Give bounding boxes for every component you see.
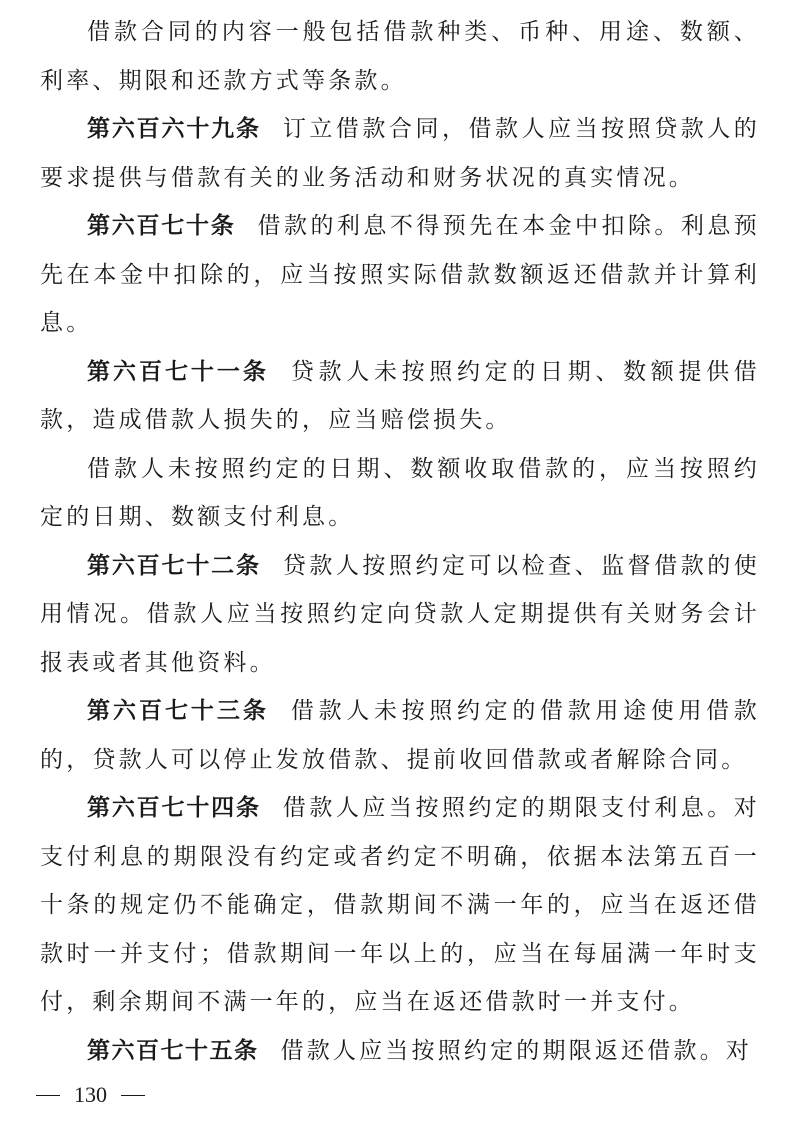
footer-dash-left <box>36 1095 60 1096</box>
article-heading: 第六百七十三条 <box>87 698 269 724</box>
article-672 <box>40 542 760 688</box>
paragraph-loan-contract-content <box>40 8 760 105</box>
footer-dash-right <box>121 1095 145 1096</box>
article-673 <box>40 687 760 784</box>
article-text: 订立借款合同，借款人应当按照贷款人的要求提供与借款有关的业务活动和财务状况的真实情况。 <box>40 116 761 191</box>
article-text: 借款人未按照约定的借款用途使用借款的，贷款人可以停止发放借款、提前收回借款或者解除合同。 <box>40 698 761 773</box>
article-text: 借款人应当按照约定的期限支付利息。对支付利息的期限没有约定或者约定不明确，依据本法第五百一十条的规定仍不能确定，借款期间不满一年的，应当在返还借款时一并支付；借款期间一年以上的，应当在每届满一年时支付，剩余期间不满一年的，应当在返还借款时一并支付。 <box>40 795 761 1015</box>
article-heading: 第六百六十九条 <box>87 116 261 142</box>
article-heading: 第六百七十五条 <box>87 1037 259 1064</box>
article-heading: 第六百七十条 <box>87 213 236 239</box>
paragraph-text: 借款人未按照约定的日期、数额收取借款的，应当按照约定的日期、数额支付利息。 <box>40 455 760 530</box>
article-671 <box>40 348 760 445</box>
article-671-paragraph-2 <box>40 445 760 542</box>
article-670 <box>40 202 760 348</box>
article-heading: 第六百七十四条 <box>87 795 261 821</box>
article-heading: 第六百七十一条 <box>87 358 269 385</box>
document-page <box>40 8 760 1075</box>
article-heading: 第六百七十二条 <box>87 552 261 579</box>
article-674 <box>40 784 760 1027</box>
paragraph-text: 借款合同的内容一般包括借款种类、币种、用途、数额、利率、期限和还款方式等条款。 <box>40 19 760 94</box>
article-text: 借款人应当按照约定的期限返还借款。对 <box>280 1037 753 1064</box>
article-text: 贷款人按照约定可以检查、监督借款的使用情况。借款人应当按照约定向贷款人定期提供有关财务会计报表或者其他资料。 <box>40 552 761 676</box>
article-675 <box>40 1027 760 1076</box>
article-text: 借款的利息不得预先在本金中扣除。利息预先在本金中扣除的，应当按照实际借款数额返还借款并计算利息。 <box>40 213 760 336</box>
page-footer <box>36 1082 159 1108</box>
page-number: 130 <box>74 1082 107 1107</box>
article-669 <box>40 105 760 202</box>
article-text: 贷款人未按照约定的日期、数额提供借款，造成借款人损失的，应当赔偿损失。 <box>40 358 761 433</box>
